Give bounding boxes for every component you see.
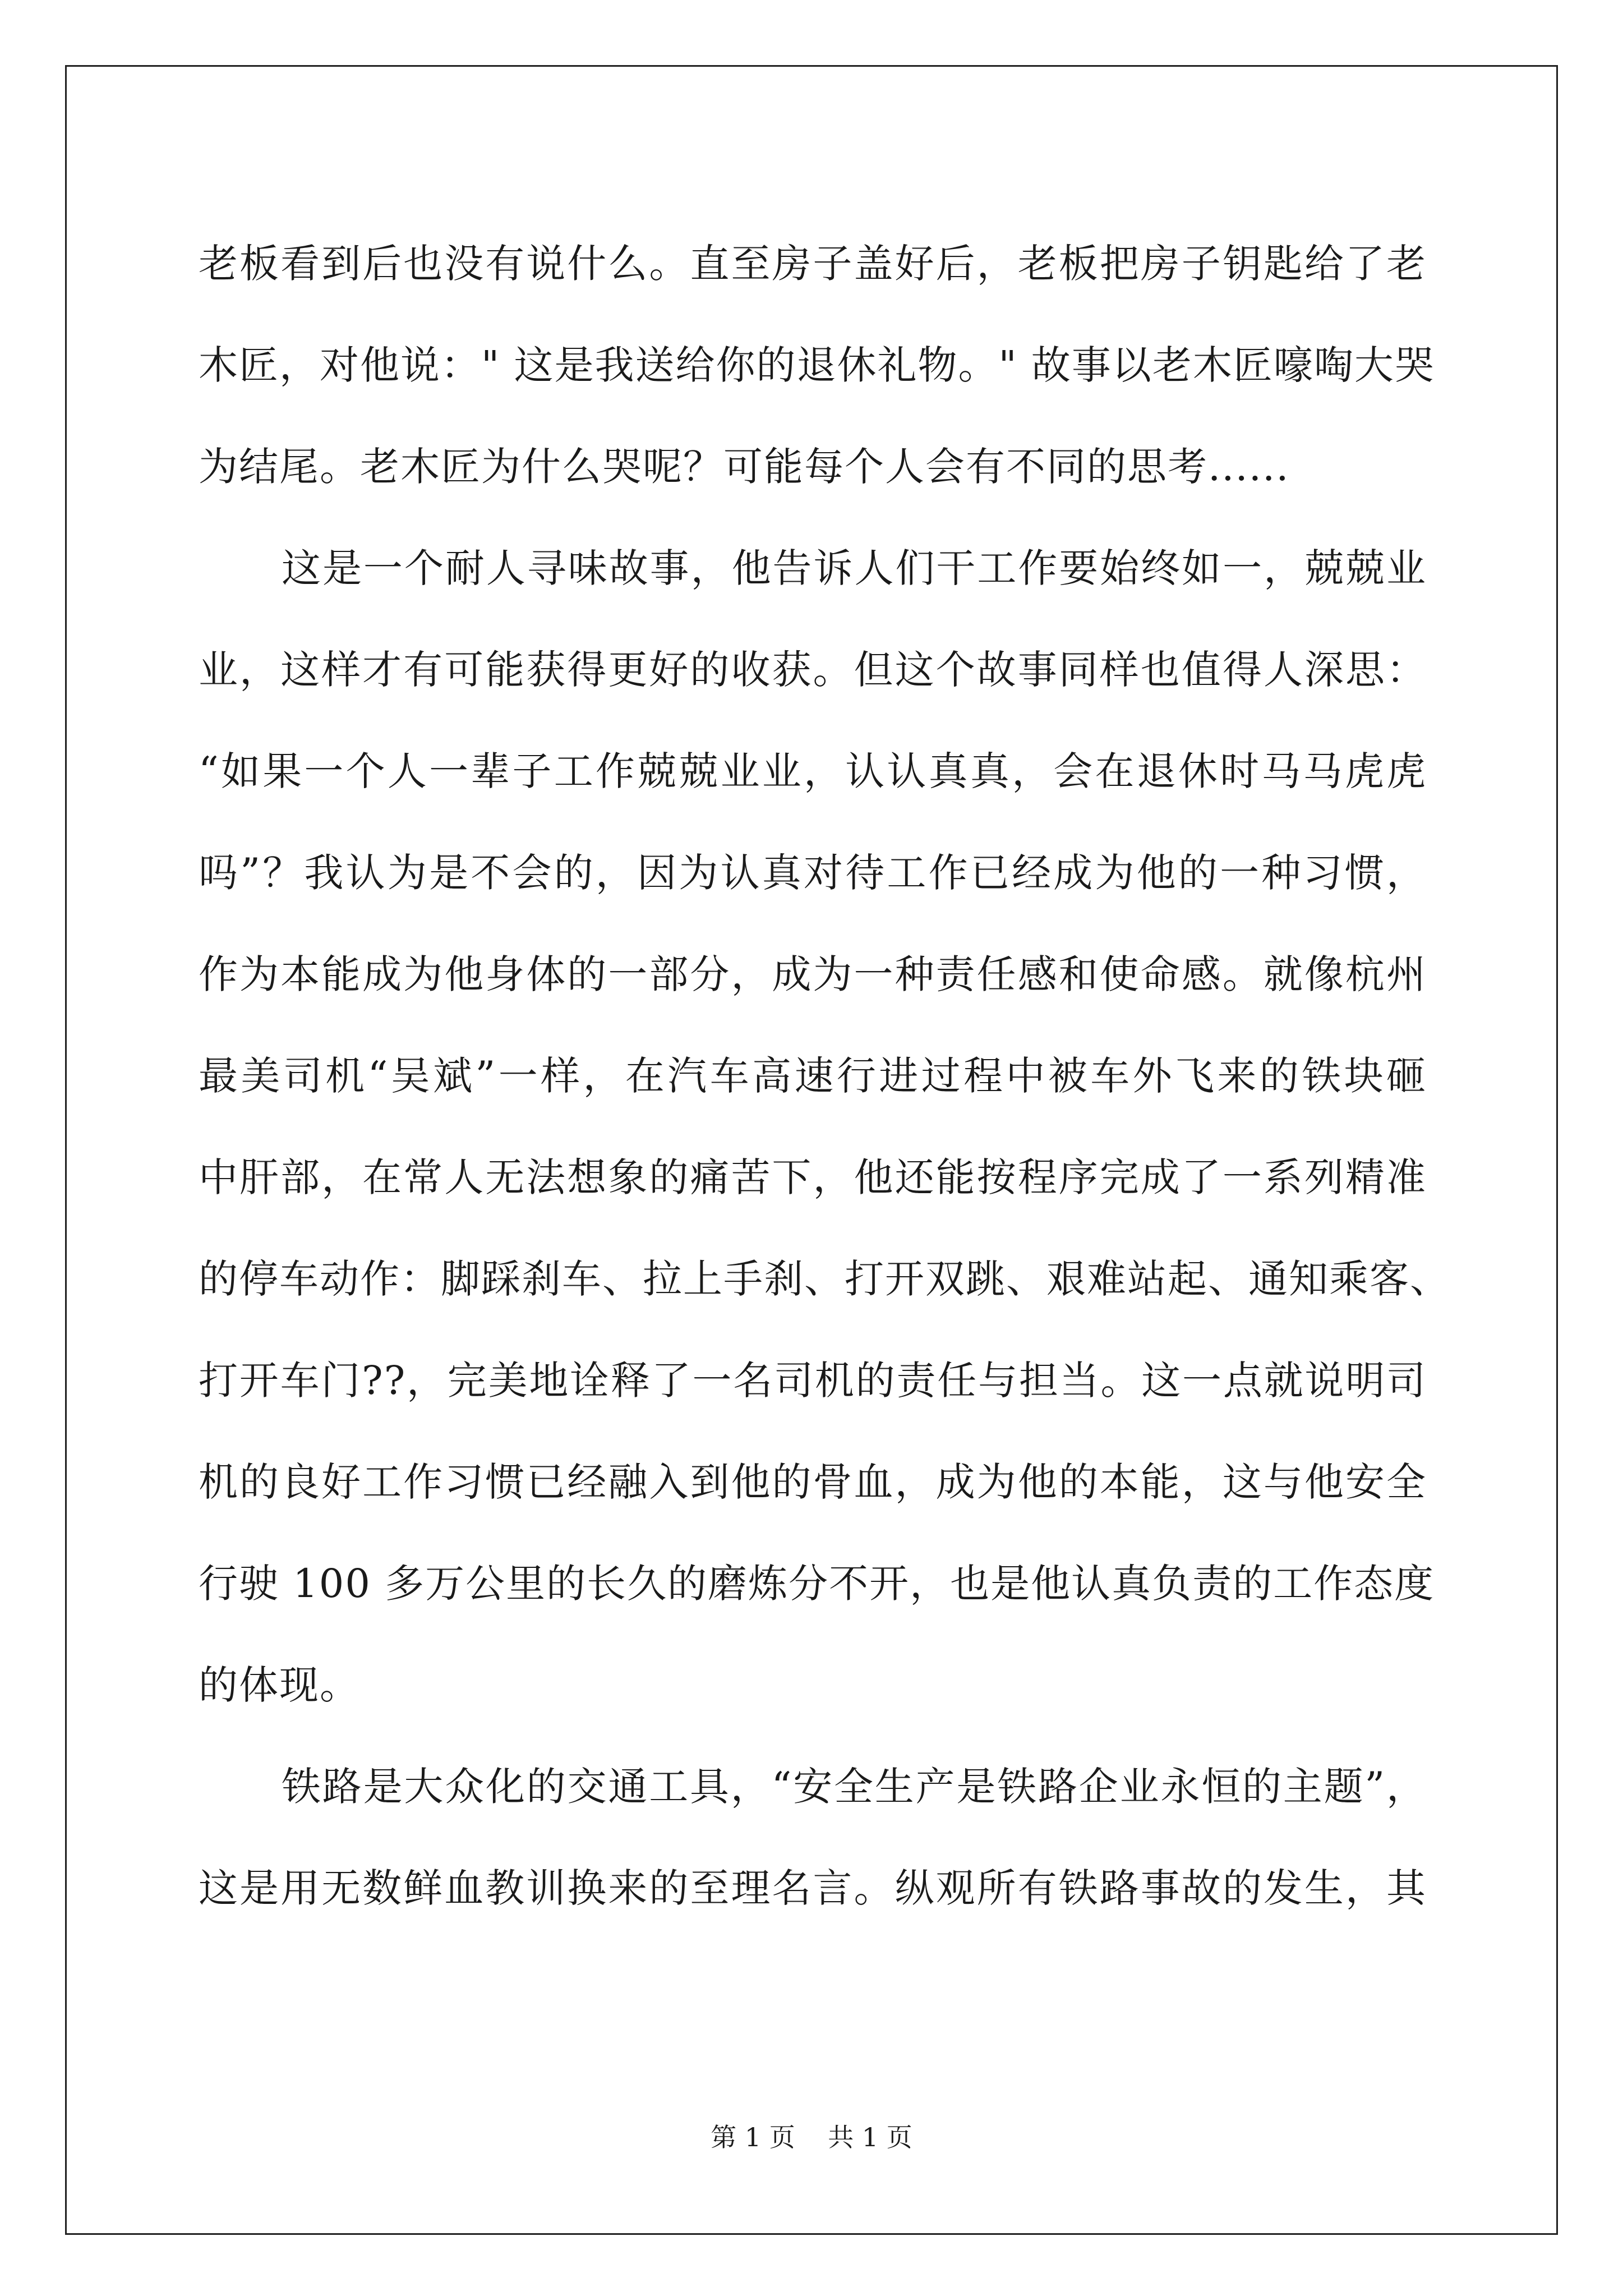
text-line: 的体现。 — [199, 1662, 360, 1708]
text-line: 吗”？我认为是不会的，因为认真对待工作已经成为他的一种习惯， — [199, 850, 1427, 896]
text-line: 为结尾。老木匠为什么哭呢？可能每个人会有不同的思考...... — [199, 444, 1290, 490]
text-line: 行驶 100 多万公里的长久的磨炼分不开，也是他认真负责的工作态度 — [199, 1561, 1435, 1607]
text-line: 木匠，对他说：" 这是我送给你的退休礼物。" 故事以老木匠嚎啕大哭 — [199, 342, 1435, 388]
text-line: 作为本能成为他身体的一部分，成为一种责任感和使命感。就像杭州 — [199, 951, 1427, 997]
text-line: 最美司机“吴斌”一样，在汽车高速行进过程中被车外飞来的铁块砸 — [199, 1053, 1427, 1099]
text-line: 的停车动作：脚踩刹车、拉上手刹、打开双跳、艰难站起、通知乘客、 — [199, 1256, 1450, 1302]
text-line: 老板看到后也没有说什么。直至房子盖好后，老板把房子钥匙给了老 — [199, 241, 1427, 287]
paragraph-first-line: 铁路是大众化的交通工具，“安全生产是铁路企业永恒的主题”， — [282, 1764, 1427, 1810]
text-line: 业，这样才有可能获得更好的收获。但这个故事同样也值得人深思： — [199, 647, 1427, 693]
text-line: 机的良好工作习惯已经融入到他的骨血，成为他的本能，这与他安全 — [199, 1459, 1427, 1505]
text-line: 这是用无数鲜血教训换来的至理名言。纵观所有铁路事故的发生，其 — [199, 1865, 1427, 1911]
text-line: 中肝部，在常人无法想象的痛苦下，他还能按程序完成了一系列精准 — [199, 1154, 1427, 1200]
text-line: 打开车门??，完美地诠释了一名司机的责任与担当。这一点就说明司 — [199, 1358, 1427, 1404]
document-body — [199, 213, 1450, 1939]
paragraph-first-line: 这是一个耐人寻味故事，他告诉人们干工作要始终如一，兢兢业 — [282, 545, 1427, 591]
page-footer: 第 1 页 共 1 页 — [711, 2122, 912, 2152]
text-line: “如果一个人一辈子工作兢兢业业，认认真真，会在退休时马马虎虎 — [199, 748, 1427, 794]
